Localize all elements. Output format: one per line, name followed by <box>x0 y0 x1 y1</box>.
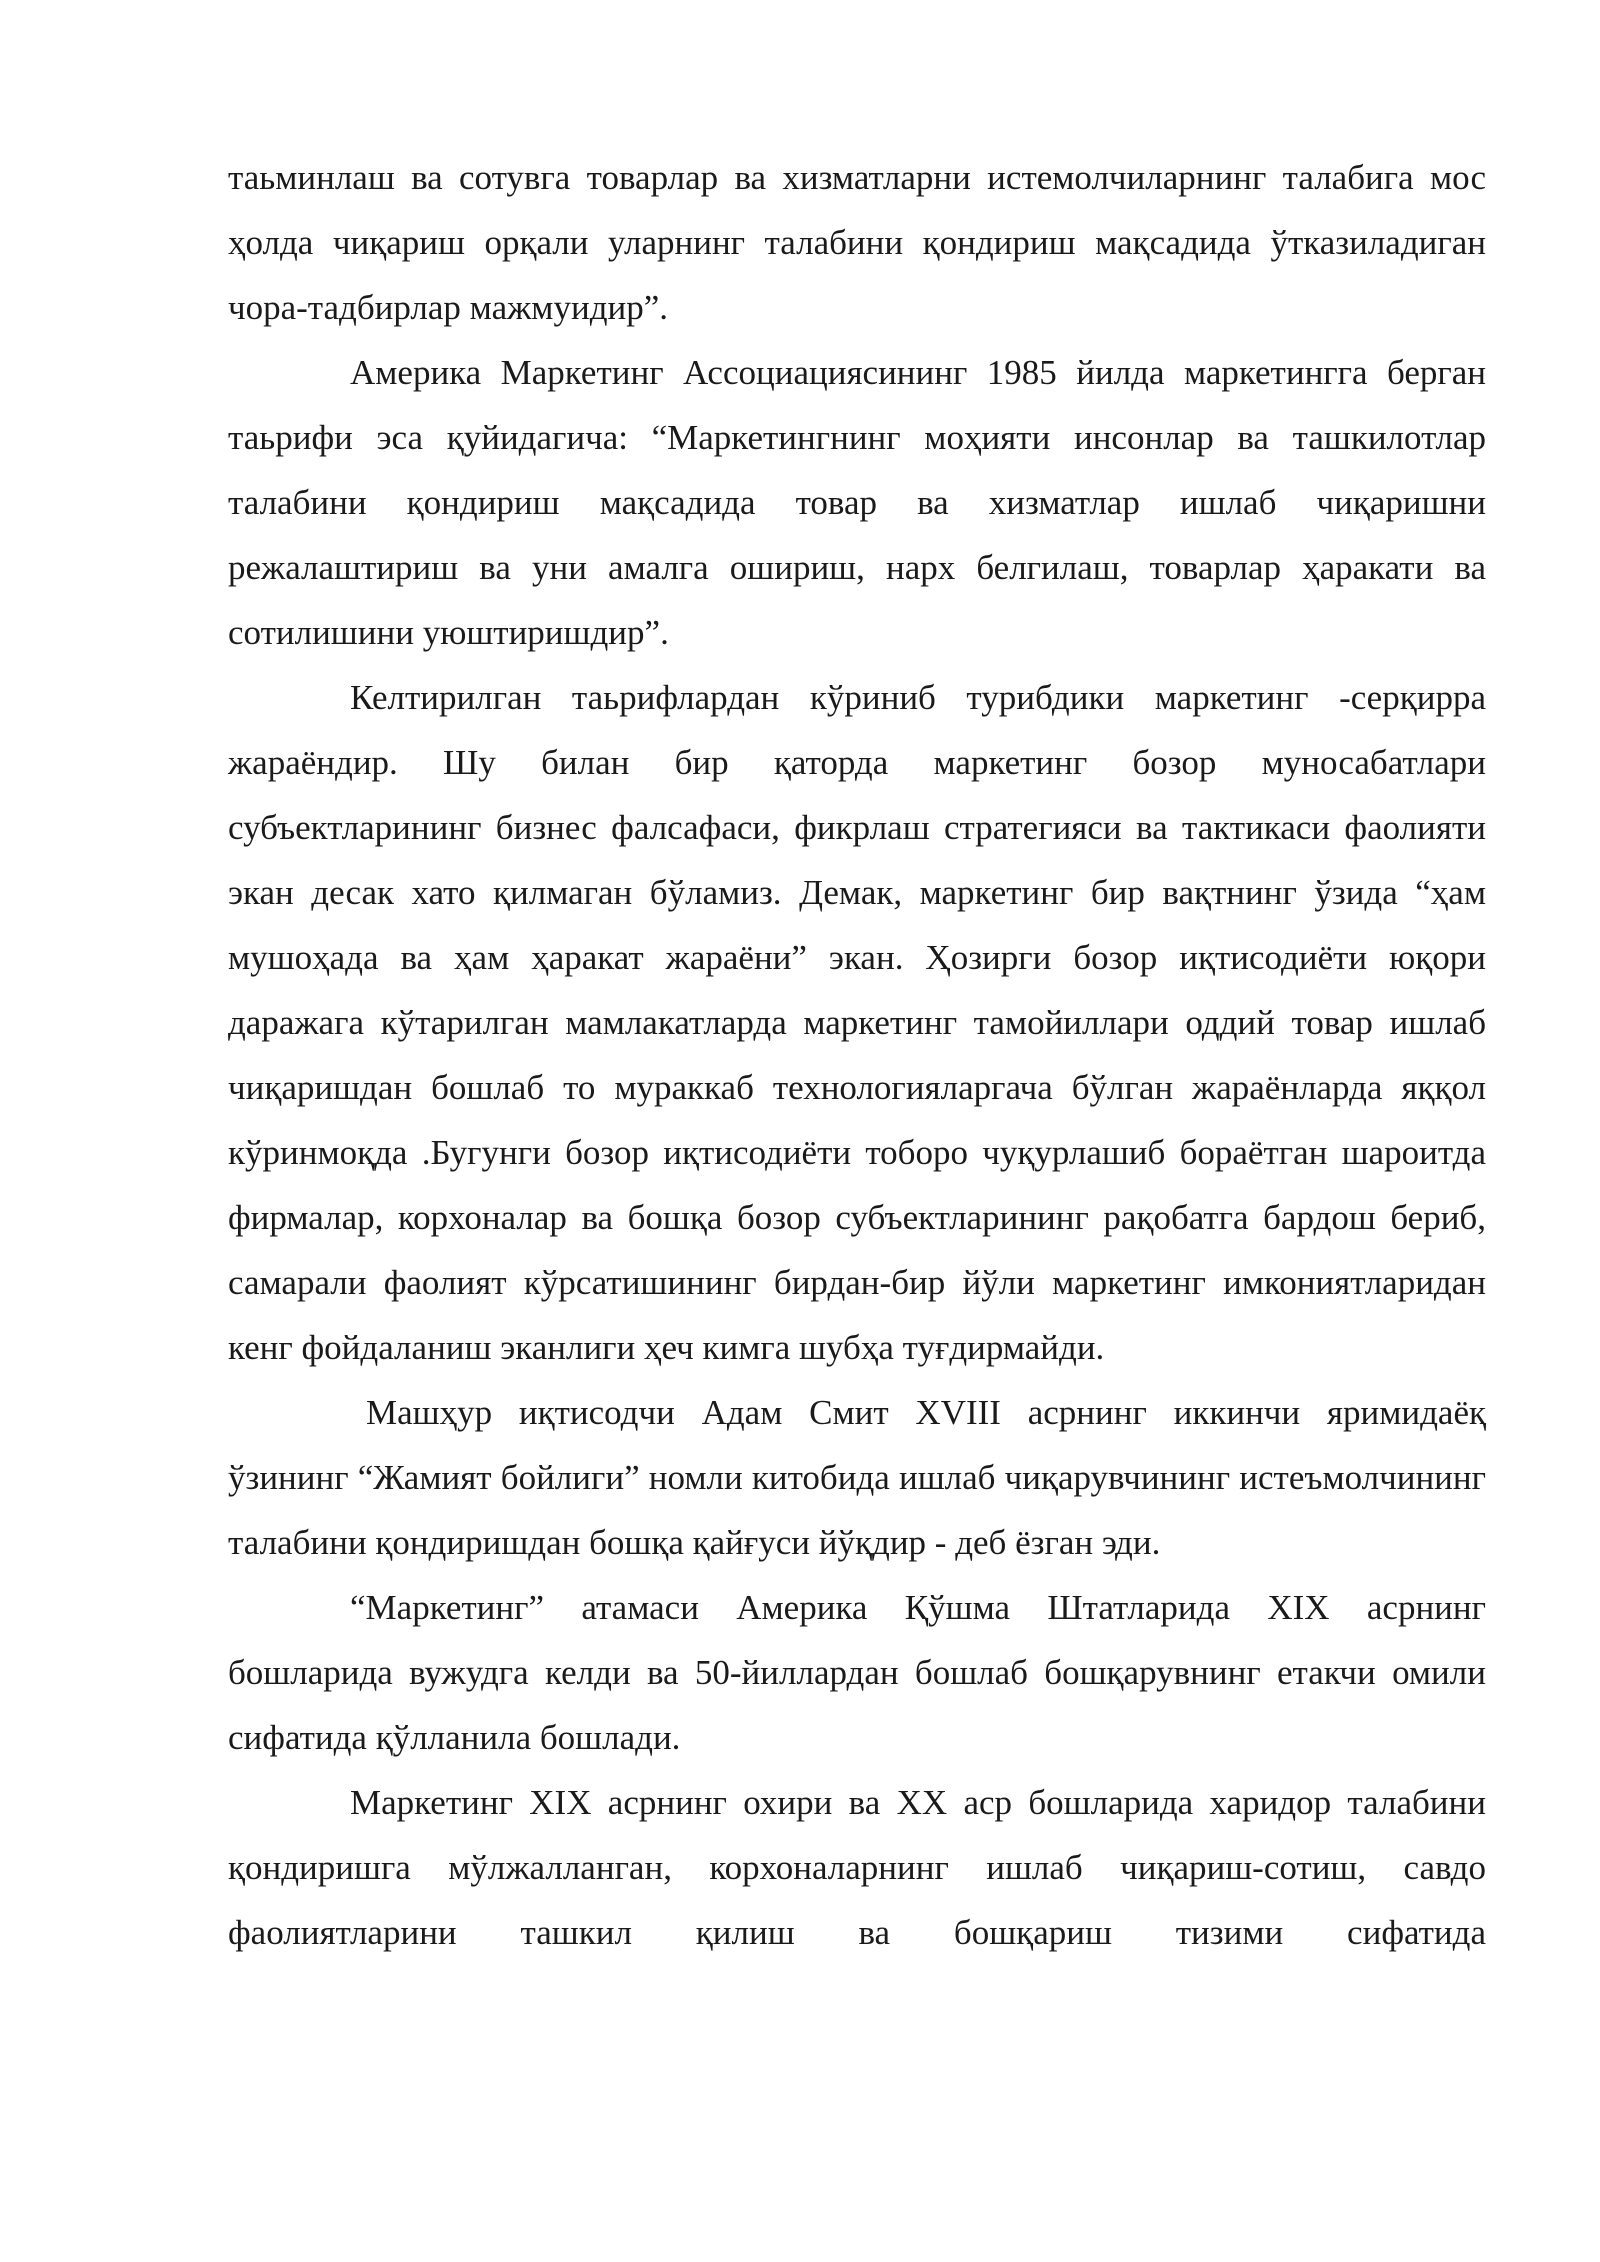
paragraph-ama-definition: Америка Маркетинг Ассоциациясининг 1985 йилда маркетингга берган таьрифи эса қуйидагича: “Маркетингнинг моҳияти инсонлар ва ташкилотлар талабини қондириш мақсадида товар ва хизматлар ишлаб чиқаришни режалаштириш ва уни амалга ошириш, нарх белгилаш, товарлар ҳаракати ва сотилишини уюштиришдир”. <box>228 353 1486 652</box>
paragraph-marketing-history: Маркетинг XIX асрнинг охири ва XX аср бошларида харидор талабини қондиришга мўлжалланган, корхоналарнинг ишлаб чиқариш-сотиш, савдо фаолиятларини ташкил қилиш ва бошқариш тизими сифатида <box>228 1783 1486 1952</box>
paragraph-continuation: таьминлаш ва сотувга товарлар ва хизматларни истемолчиларнинг талабига мос ҳолда чиқариш орқали уларнинг талабини қондириш мақсадида ўтказиладиган чора-тадбирлар мажмуидир”. <box>228 158 1486 327</box>
paragraph-adam-smith: Машҳур иқтисодчи Адам Смит XVIII асрнинг иккинчи яримидаёқ ўзининг “Жамият бойлиги” номли китобида ишлаб чиқарувчининг истеъмолчининг талабини қондиришдан бошқа қайғуси йўқдир - деб ёзган эди. <box>228 1393 1486 1562</box>
document-body <box>228 145 1486 1965</box>
paragraph-term-origin: “Маркетинг” атамаси Америка Қўшма Штатларида XIX асрнинг бошларида вужудга келди ва 50-йиллардан бошлаб бошқарувнинг етакчи омили сифатида қўлланила бошлади. <box>228 1588 1486 1757</box>
paragraph-marketing-process: Келтирилган таьрифлардан кўриниб турибдики маркетинг -серқирра жараёндир. Шу билан бир қаторда маркетинг бозор муносабатлари субъектларининг бизнес фалсафаси, фикрлаш стратегияси ва тактикаси фаолияти экан десак хато қилмаган бўламиз. Демак, маркетинг бир вақтнинг ўзида “ҳам мушоҳада ва ҳам ҳаракат жараёни” экан. Ҳозирги бозор иқтисодиёти юқори даражага кўтарилган мамлакатларда маркетинг тамойиллари оддий товар ишлаб чиқаришдан бошлаб то мураккаб технологияларгача бўлган жараёнларда яққол кўринмоқда .Бугунги бозор иқтисодиёти тоборо чуқурлашиб бораётган шароитда фирмалар, корхоналар ва бошқа бозор субъектларининг рақобатга бардош бериб, самарали фаолият кўрсатишининг бирдан-бир йўли маркетинг имкониятларидан кенг фойдаланиш эканлиги ҳеч кимга шубҳа туғдирмайди. <box>228 678 1486 1367</box>
